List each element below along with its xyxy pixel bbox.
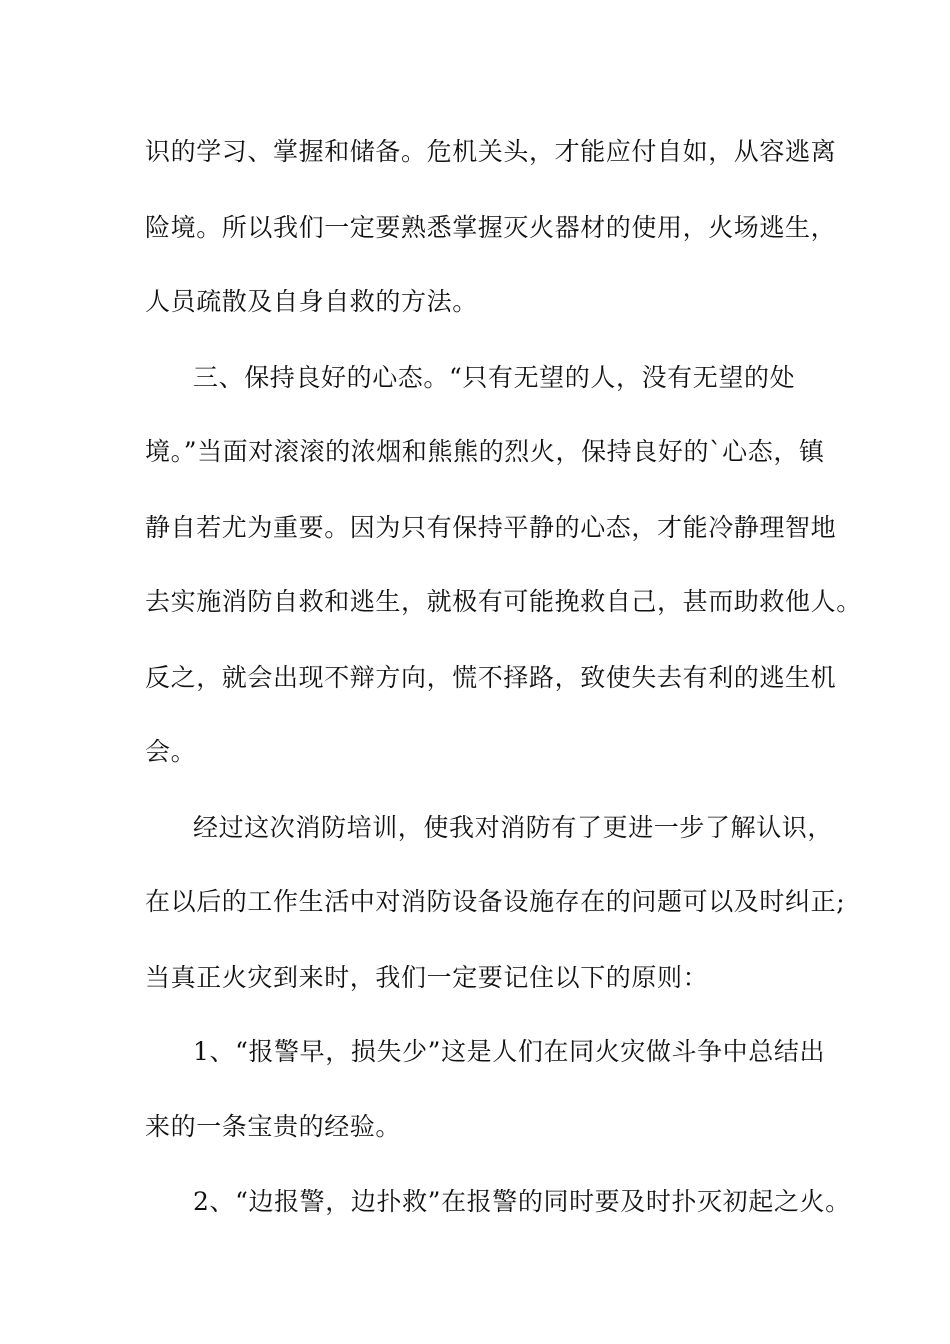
text-line: 静自若尤为重要。因为只有保持平静的心态，才能冷静理智地 (145, 513, 837, 542)
text-line: 险境。所以我们一定要熟悉掌握灭火器材的使用，火场逃生， (145, 213, 837, 242)
text-line: 识的学习、掌握和储备。危机关头，才能应付自如，从容逃离 (145, 137, 837, 166)
paragraph-start-line: 经过这次消防培训，使我对消防有了更进一步了解认识， (193, 813, 834, 842)
text-line: 反之，就会出现不辩方向，慌不择路，致使失去有利的逃生机 (145, 663, 837, 692)
paragraph-start-line: 三、保持良好的心态。“只有无望的人，没有无望的处 (193, 363, 796, 392)
text-line: 去实施消防自救和逃生，就极有可能挽救自己，甚而助救他人。 (145, 587, 862, 616)
text-line: 来的一条宝贵的经验。 (145, 1112, 402, 1141)
text-line: 会。 (145, 737, 197, 766)
paragraph-start-line: 1、“报警早，损失少”这是人们在同火灾做斗争中总结出 (193, 1037, 826, 1066)
text-line: 当真正火灾到来时，我们一定要记住以下的原则： (145, 963, 709, 992)
text-line: 在以后的工作生活中对消防设备设施存在的问题可以及时纠正; (145, 887, 846, 916)
text-line: 人员疏散及自身自救的方法。 (145, 287, 478, 316)
paragraph-start-line: 2、“边报警，边扑救”在报警的同时要及时扑灭初起之火。 (193, 1187, 851, 1216)
text-line: 境。”当面对滚滚的浓烟和熊熊的烈火，保持良好的`心态，镇 (145, 437, 825, 466)
